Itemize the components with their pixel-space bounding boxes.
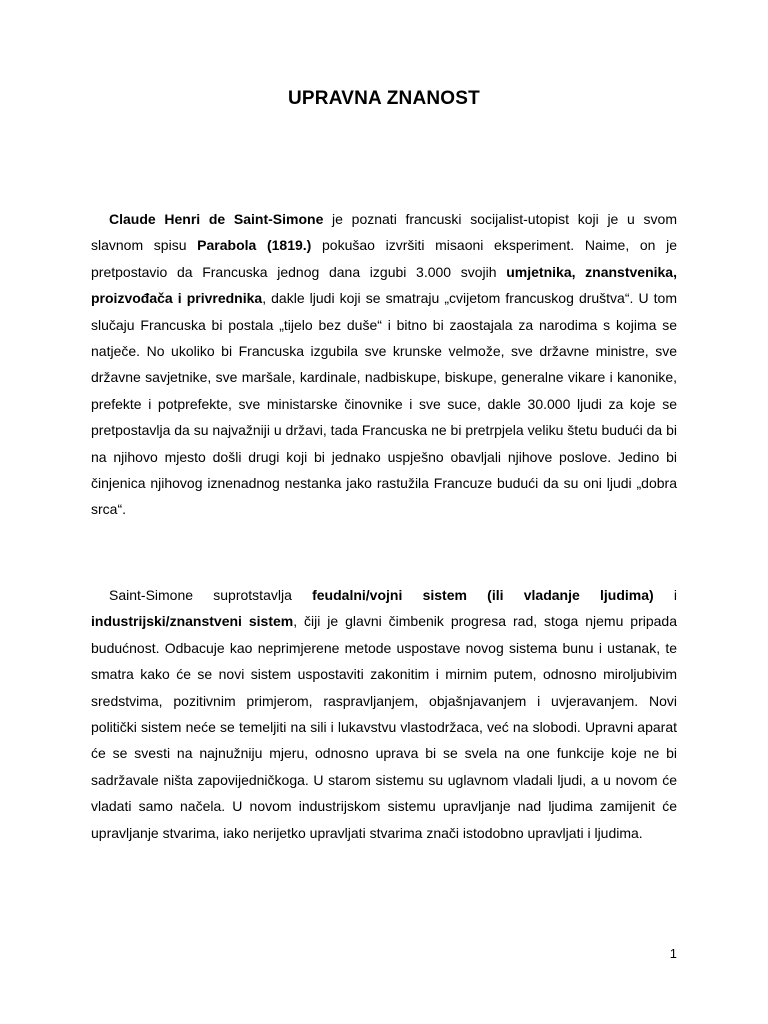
paragraph-text: je poznati francuski socijalist-utopist koji je u svom slavnom spisu	[91, 211, 677, 254]
paragraph-saint-simone-parabola	[91, 206, 677, 523]
paragraph-text: , čiji je glavni čimbenik progresa rad, stoga njemu pripada budućnost. Odbacuje kao neprimjerene metode uspostave novog sistema bunu i ustanak, te smatra kako će se novi sistem uspostaviti zakonitim i mirnim putem, odnosno miroljubivim sredstvima, pozitivnim primjerom, raspravljanjem, objašnjavanjem i uvjeravanjem. Novi politički sistem neće se temeljiti na sili i lukavstvu vlastodržaca, već na slobodi. Upravni aparat će se svesti na najnužniju mjeru, odnosno uprava bi se svela na one funkcije koje ne bi sadržavale ništa zapovijedničkoga. U starom sistemu su uglavnom vladali ljudi, a u novom će vladati samo načela. U novom industrijskom sistemu upravljanje nad ljudima zamijenit će upravljanje stvarima, iako nerijetko upravljati stvarima znači istodobno upravljati i ljudima.	[91, 613, 678, 841]
bold-industrial-system: industrijski/znanstveni sistem	[91, 613, 294, 630]
bold-name-saint-simone: Claude Henri de Saint-Simone	[109, 211, 324, 227]
bold-feudal-system: feudalni/vojni sistem (ili vladanje ljudima)	[312, 587, 654, 603]
bold-professions: umjetnika, znanstvenika, proizvođača i privrednika	[91, 263, 677, 307]
paragraph-text: , dakle ljudi koji se smatraju „cvijetom francuskog društva“. U tom slučaju Francuska bi postala „tijelo bez duše“ i bitno bi zaostajala za narodima s kojima se natječe. No ukoliko bi Francuska izgubila sve krunske velmože, sve državne ministre, sve državne savjetnike, sve maršale, kardinale, nadbiskupe, biskupe, generalne vikare i kanonike, prefekte i potprefekte, sve ministarske činovnike i sve suce, dakle 30.000 ljudi za koje se pretpostavlja da su najvažniji u državi, tada Francuska ne bi pretrpjela veliku štetu budući da bi na njihovo mjesto došli drugi koji bi jednako uspješno obavljali njihove poslove. Jedino bi činjenica njihovog iznenadnog nestanka jako rastužila Francuze budući da su oni ljudi „dobra srca“.	[91, 290, 677, 518]
bold-parabola-title: Parabola (1819.)	[197, 237, 312, 254]
paragraph-text: Saint-Simone suprotstavlja	[109, 587, 313, 603]
paragraph-text: pokušao izvršiti misaoni eksperiment. Naime, on je pretpostavio da Francuska jednog dana izgubi 3.000 svojih	[91, 237, 678, 280]
document-title: UPRAVNA ZNANOST	[288, 88, 480, 109]
paragraph-text: i	[653, 587, 677, 603]
page-number: 1	[669, 946, 677, 961]
paragraph-feudal-vs-industrial	[91, 582, 677, 846]
